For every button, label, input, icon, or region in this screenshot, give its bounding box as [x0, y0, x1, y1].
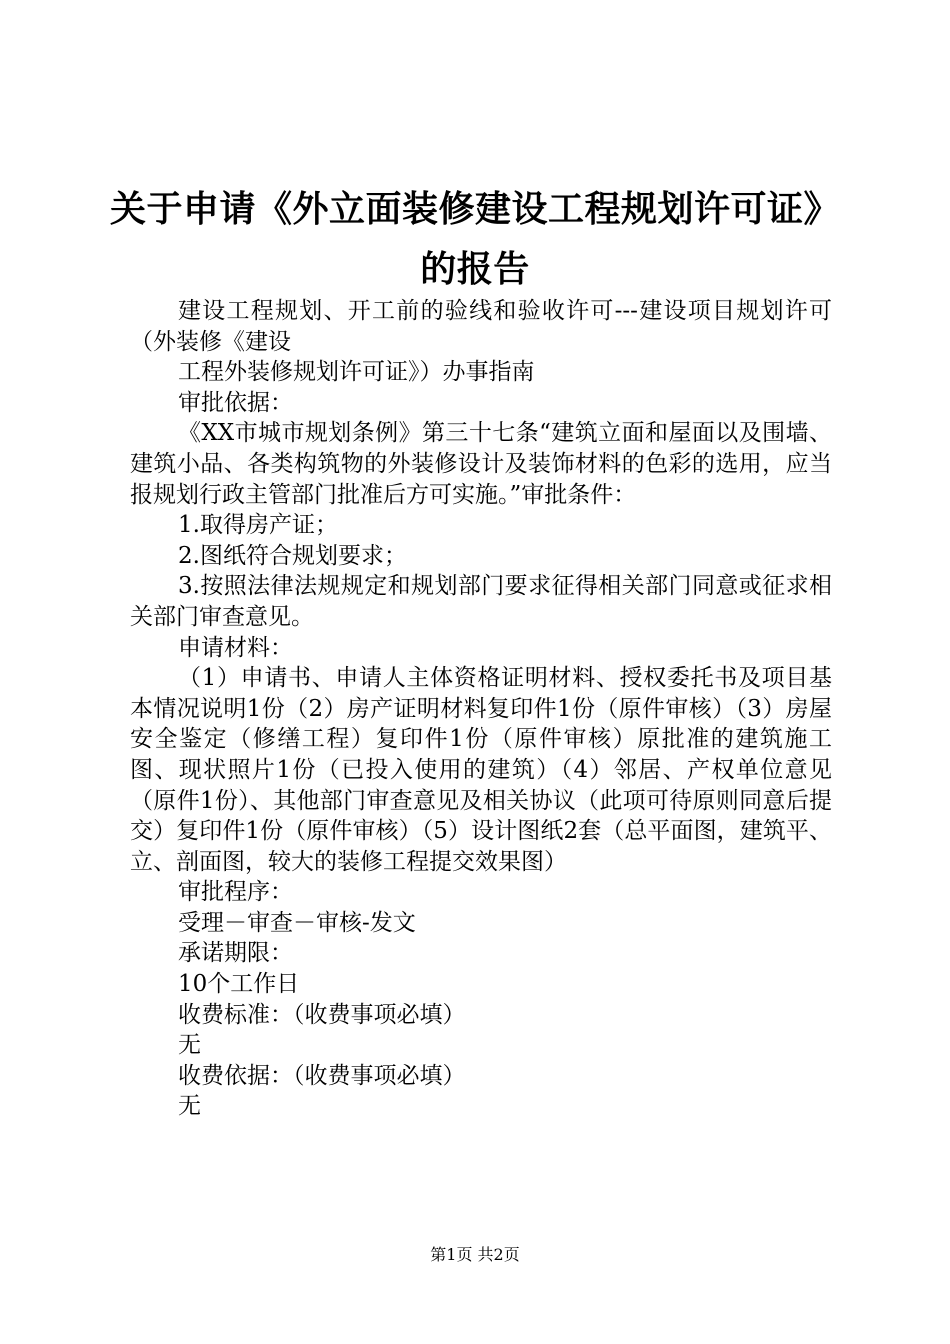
- intro-continuation: 工程外装修规划许可证》）办事指南: [178, 359, 535, 386]
- document-body: [130, 296, 832, 1122]
- document-title-line-2: 的报告: [420, 249, 530, 290]
- fee-standard-heading: 收费标准：（收费事项必填）: [178, 1001, 466, 1028]
- materials-heading: 申请材料：: [178, 634, 293, 661]
- deadline-heading: 承诺期限：: [178, 940, 293, 967]
- condition-item-3: 3.按照法律法规规定和规划部门要求征得相关部门同意或征求相关部门审查意见。: [130, 573, 832, 630]
- fee-standard-text: 无: [178, 1032, 201, 1059]
- document-title-line-1: 关于申请《外立面装修建设工程规划许可证》: [109, 189, 840, 230]
- approval-basis-text: 《XX市城市规划条例》第三十七条“建筑立面和屋面以及围墙、建筑小品、各类构筑物的外装修设计及装饰材料的色彩的选用，应当报规划行政主管部门批准后方可实施。”审批条件：: [130, 420, 832, 508]
- procedure-text: 受理－审查－审核-发文: [178, 909, 416, 936]
- condition-item-1: 1.取得房产证；: [178, 512, 338, 539]
- page-number-footer: 第1页 共2页: [430, 1245, 520, 1264]
- fee-basis-heading: 收费依据：（收费事项必填）: [178, 1062, 466, 1089]
- approval-basis-heading: 审批依据：: [178, 389, 293, 416]
- materials-text: （1）申请书、申请人主体资格证明材料、授权委托书及项目基本情况说明1份（2）房产证明材料复印件1份（原件审核）（3）房屋安全鉴定（修缮工程）复印件1份（原件审核）原批准的建筑施工图、现状照片1份（已投入使用的建筑）（4）邻居、产权单位意见（原件1份）、其他部门审查意见及相关协议（此项可待原则同意后提交）复印件1份（原件审核）（5）设计图纸2套（总平面图，建筑平、立、剖面图，较大的装修工程提交效果图）: [130, 665, 832, 875]
- intro-paragraph: 建设工程规划、开工前的验线和验收许可---建设项目规划许可（外装修《建设: [130, 298, 832, 355]
- fee-basis-text: 无: [178, 1093, 201, 1120]
- procedure-heading: 审批程序：: [178, 879, 293, 906]
- condition-item-2: 2.图纸符合规划要求；: [178, 542, 407, 569]
- deadline-text: 10个工作日: [178, 971, 300, 998]
